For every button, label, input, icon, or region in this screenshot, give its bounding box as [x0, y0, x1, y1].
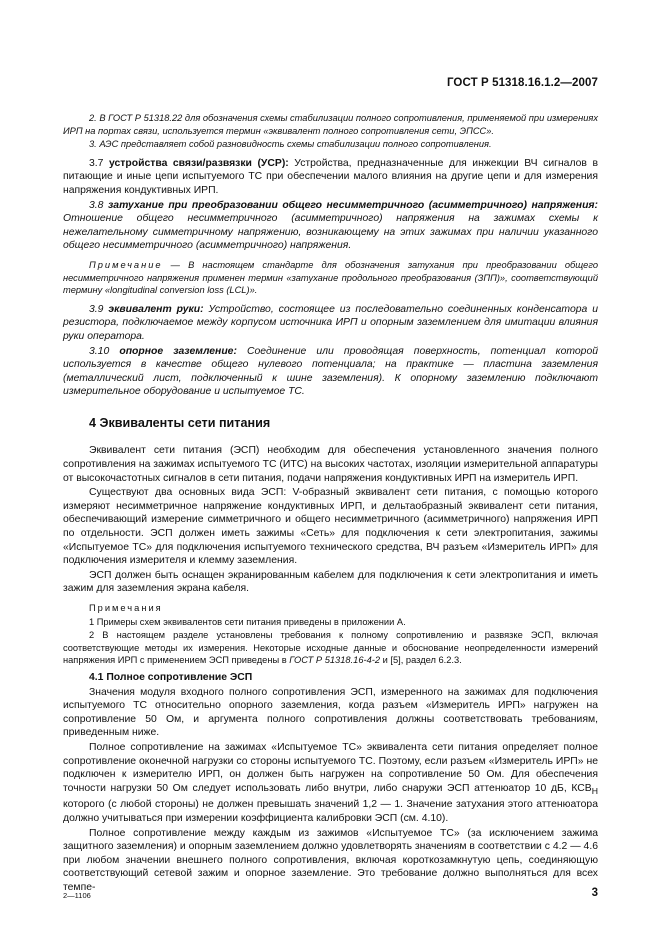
section-4-heading: 4 Эквиваленты сети питания: [89, 415, 271, 430]
term: опорное заземление:: [119, 345, 237, 357]
subsection-4-1-heading: 4.1 Полное сопротивление ЭСП: [89, 671, 253, 683]
note-text-end: и [5], раздел 6.2.3.: [380, 655, 462, 666]
subsection-4-1-paragraph-1: Значения модуля входного полного сопротивления ЭСП, измеренного на зажимах для подключения испытуемого ТС относительно опорного заземления, когда разъем «Измеритель ИРП» нагружен на сопротивление 50 Ом, и аргумента полного сопротивления должны соответствовать требованиям, приведенным ниже.: [63, 686, 598, 739]
definition-text: Соединение или проводящая поверхность, потенциал которой используется в качестве общего нулевого потенциала; на практике — пластина заземления (металлический лист, подключенный к шине заземления). К опорному заземлению подключают измерительное оборудование и испытуемое ТС.: [63, 345, 599, 398]
term: затухание при преобразовании общего несимметричного (асимметричного) напряжения:: [108, 199, 599, 211]
notes-label: Примечания: [89, 603, 163, 613]
term: устройства связи/развязки (УСР):: [109, 157, 289, 169]
definition-3-9: [63, 303, 598, 344]
note-label: Примечание: [89, 259, 163, 270]
definition-text: Устройства, предназначенные для инжекции ВЧ сигналов в питающие и иные цепи испытуемого ТС при обеспечении малого влияния на другие цепи и для измерения напряжения кондуктивных ИРП.: [63, 157, 598, 196]
section-4-paragraph-3: ЭСП должен быть оснащен экранированным кабелем для подключения к сети электропитания и иметь зажим для заземления экрана кабеля.: [63, 569, 598, 595]
definition-text: Устройство, состоящее из последовательно соединенных конденсатора и резистора, подключаемое между корпусом источника ИРП и опорным заземлением для имитации влияния руки оператора.: [63, 303, 599, 342]
note-3-8: [63, 259, 598, 297]
paragraph-text-end: которого (с любой стороны) не должен превышать значений 1,2 — 1. Значение затухания этого аттенюатора должно учитываться при измерении коэффициента калибровки ЭСП (см. 4.10).: [63, 799, 598, 824]
subsection-4-1-paragraph-3: Полное сопротивление между каждым из зажимов «Испытуемое ТС» (за исключением зажима защитного заземления) и опорным заземлением должно удовлетворять значениям в соответствии с 4.2 — 4.6 при любом значении внешнего полного сопротивления, включая короткозамкнутую цепь, соединяющую соответствующий сетевой зажим и опорное заземление. Это требование должно выполняться для всех темпе-: [63, 827, 598, 893]
subscript: Н: [591, 785, 598, 796]
clause-number: 3.9: [89, 303, 104, 315]
print-code: 2—1106: [63, 891, 91, 900]
note-2: 2. В ГОСТ Р 51318.22 для обозначения схемы стабилизации полного сопротивления, применяемой при измерениях ИРП на портах связи, используется термин «эквивалент полного сопротивления сети, ЭПСС».: [63, 113, 598, 136]
section-4-note-2: [63, 629, 598, 667]
subsection-4-1-paragraph-2: [63, 741, 598, 826]
section-4-paragraph-1: Эквивалент сети питания (ЭСП) необходим для обеспечения установленного значения полного сопротивления на зажимах испытуемого ТС (ИТС) на высоких частотах, изоляции измерительной аппаратуры от высокочастотных сигналов в сети питания, подачи напряжения кондуктивных ИРП на измеритель ИРП.: [63, 445, 598, 484]
note-text: 2 В настоящем разделе установлены требования к полному сопротивлению и развязке ЭСП, включая соответствующие методы их измерения. Некоторые исходные данные и обоснование неопределенности измерений напряжения ИРП с применением ЭСП приведены в: [63, 630, 598, 666]
definition-3-10: [63, 345, 598, 399]
section-4-note-1: 1 Примеры схем эквивалентов сети питания приведены в приложении А.: [89, 616, 406, 627]
definition-3-7: [63, 157, 598, 198]
note-3: 3. АЭС представляет собой разновидность схемы стабилизации полного сопротивления.: [89, 139, 492, 150]
clause-number: 3.10: [89, 345, 110, 357]
page-number: 3: [591, 887, 598, 899]
document-code-header: ГОСТ Р 51318.16.1.2—2007: [446, 77, 598, 89]
section-4-paragraph-2: Существуют два основных вида ЭСП: V-образный эквивалент сети питания, с помощью которого измеряют несимметричное напряжение кондуктивных ИРП, и дельтаобразный эквивалент сети питания, обеспечивающий измерение симметричного и общего несимметричного (асимметричного) напряжения ИРП по отдельности. ЭСП должен иметь зажимы «Сеть» для подключения к сети электропитания, зажимы «Испытуемое ТС» для подключения испытуемого технического средства, ВЧ разъем «Измеритель ИРП» для подключения измерителя и клемму заземления.: [63, 487, 598, 567]
page-content: [63, 112, 598, 896]
clause-number: 3.8: [89, 199, 104, 211]
clause-number: 3.7: [89, 157, 104, 169]
term: эквивалент руки:: [108, 303, 204, 315]
note-text: — В настоящем стандарте для обозначения затухания при преобразовании общего несимметричного напряжения применен термин «затухание продольного преобразования (ЗПП)», соответствующий термину «longitudinal conversion loss (LCL)».: [63, 259, 598, 296]
paragraph-text: Полное сопротивление на зажимах «Испытуемое ТС» эквивалента сети питания определяет полное сопротивление оконечной нагрузки со стороны испытуемого ТС. Поэтому, если разъем «Измеритель ИРП» не подключен к измерителю ИРП, он должен быть нагружен на сопротивление 50 Ом. Для обеспечения точности нагрузки 50 Ом следует использовать либо внутри, либо снаружи ЭСП аттенюатор 10 дБ, КСВ: [63, 741, 598, 794]
definition-3-8: [63, 199, 598, 253]
standard-reference: ГОСТ Р 51318.16-4-2: [289, 655, 381, 666]
definition-text: Отношение общего несимметричного (асимметричного) напряжения на зажимах схемы к нежелательному симметричному напряжению, возникающему на этих зажимах при наличии указанного общего несимметричного (асимметричного) напряжения.: [63, 213, 598, 252]
